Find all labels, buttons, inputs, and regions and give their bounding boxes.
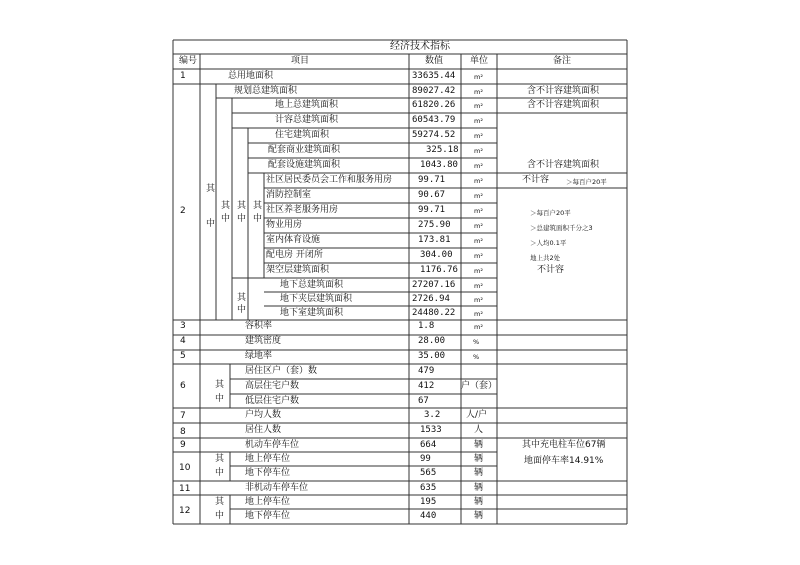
value: 1533 [420,425,442,435]
item-label: 地上停车位 [245,454,291,464]
item-label: 社区养老服务用房 [266,205,339,215]
row-no: 3 [180,321,186,331]
header-item: 项目 [290,56,309,66]
unit: m² [474,88,483,96]
row-no: 12 [179,506,191,516]
value: 99.71 [418,175,446,185]
value: 565 [420,468,437,478]
note: 不计容 [522,175,550,185]
item-label: 非机动车停车位 [245,483,309,493]
value: 2726.94 [412,294,450,304]
unit: 户（套） [461,381,498,391]
row-no: 4 [180,336,186,346]
item-label: 消防控制室 [266,190,312,200]
value: 1043.80 [420,160,458,170]
unit: 辆 [474,468,484,478]
item-label: 地下室建筑面积 [280,308,344,318]
zhong-label: 中 [215,511,225,521]
note: ＞每百户20平 [566,178,607,186]
unit: m² [474,237,483,245]
value: 27207.16 [412,280,456,290]
unit: m² [474,310,483,318]
row-no: 5 [180,351,186,361]
zhong-label: 中 [253,214,263,224]
qi-label: 其 [206,184,216,194]
unit: m² [474,296,483,304]
row-no: 7 [180,411,186,421]
table-title: 经济技术指标 [390,41,450,52]
qi-label: 其 [215,380,225,390]
value: 3.2 [424,410,441,420]
unit: m² [474,132,483,140]
row-no: 1 [180,71,186,81]
value: 1176.76 [420,265,458,275]
value: 173.81 [418,235,451,245]
unit: m² [474,192,483,200]
item-label: 低层住宅户数 [245,396,300,406]
header-unit: 单位 [469,56,488,66]
value: 99.71 [418,205,446,215]
unit: m² [474,222,483,230]
unit: m² [474,207,483,215]
unit: 辆 [474,483,484,493]
item-label: 绿地率 [245,351,273,361]
item-label: 地下停车位 [245,468,291,478]
qi-label: 其 [221,201,231,211]
value: 33635.44 [412,71,456,81]
row-no: 11 [179,484,191,494]
qi-label: 其 [237,201,247,211]
item-label: 地下总建筑面积 [280,280,344,290]
unit: m² [474,282,483,290]
note: 含不计容建筑面积 [527,100,600,110]
note: 地上共2处 [530,254,561,262]
item-label: 地上总建筑面积 [275,100,339,110]
item-label: 居住人数 [245,425,282,435]
item-label: 户均人数 [245,410,282,420]
unit: m² [474,177,483,185]
unit: m² [474,102,483,110]
note: ＞总建筑面积千分之3 [530,224,593,232]
item-label: 配电房 开闭所 [266,250,323,260]
value: 61820.26 [412,100,456,110]
value: 412 [418,381,435,391]
zhong-label: 中 [215,394,225,404]
value: 28.00 [418,336,446,346]
note: ＞人均0.1平 [530,239,567,247]
value: 664 [420,440,437,450]
unit: 辆 [474,511,484,521]
zhong-label: 中 [237,305,247,315]
unit: m² [474,252,483,260]
value: 479 [418,366,435,376]
unit: 人 [474,425,484,435]
unit: 辆 [474,454,484,464]
unit: % [473,353,480,361]
value: 325.18 [426,145,459,155]
item-label: 配套设施建筑面积 [268,160,341,170]
note: 地面停车率14.91% [524,456,604,466]
item-label: 物业用房 [266,220,303,230]
note: 含不计容建筑面积 [527,160,600,170]
unit: 人/户 [466,410,488,420]
item-label: 架空层建筑面积 [266,265,330,275]
unit: 辆 [474,497,484,507]
value: 24480.22 [412,308,456,318]
header-value: 数值 [424,56,443,66]
header-no: 编号 [179,56,198,66]
value: 89027.42 [412,86,456,96]
item-label: 总用地面积 [228,71,274,81]
zhong-label: 中 [221,214,231,224]
row-no: 8 [180,427,186,437]
note: 其中充电柱车位67辆 [522,440,606,450]
item-label: 规划总建筑面积 [234,86,298,96]
value: 99 [420,454,431,464]
item-label: 高层住宅户数 [245,381,300,391]
note: 不计容 [537,265,565,275]
item-label: 地下夹层建筑面积 [280,294,353,304]
unit: m² [474,117,483,125]
row-no: 6 [180,381,186,391]
zhong-label: 中 [237,214,247,224]
unit: m² [474,147,483,155]
row-no: 10 [179,463,191,473]
item-label: 计容总建筑面积 [275,115,339,125]
item-label: 建筑密度 [245,336,282,346]
header-note: 备注 [552,56,571,66]
item-label: 地上停车位 [245,497,291,507]
row-no: 9 [180,440,186,450]
unit: m² [474,323,483,331]
unit: m² [474,162,483,170]
qi-label: 其 [215,497,225,507]
unit: m² [474,73,483,81]
value: 195 [420,497,437,507]
value: 59274.52 [412,130,456,140]
item-label: 配套商业建筑面积 [268,145,341,155]
item-label: 居住区户（套）数 [245,366,318,376]
value: 90.67 [418,190,446,200]
item-label: 社区居民委员会工作和服务用房 [266,175,393,185]
item-label: 地下停车位 [245,511,291,521]
value: 275.90 [418,220,451,230]
note: ＞每百户20平 [530,209,571,217]
value: 635 [420,483,437,493]
qi-label: 其 [215,454,225,464]
value: 1.8 [418,321,435,331]
qi-label: 其 [237,293,247,303]
note: 含不计容建筑面积 [527,86,600,96]
value: 67 [418,396,429,406]
item-label: 机动车停车位 [245,440,300,450]
item-label: 室内体育设施 [266,235,321,245]
unit: 辆 [474,440,484,450]
value: 304.00 [420,250,453,260]
item-label: 容积率 [245,321,273,331]
unit: m² [474,267,483,275]
value: 60543.79 [412,115,456,125]
zhong-label: 中 [206,219,216,229]
row-no: 2 [180,206,186,216]
unit: % [473,338,480,346]
zhong-label: 中 [215,468,225,478]
qi-label: 其 [253,201,263,211]
value: 35.00 [418,351,446,361]
value: 440 [420,511,437,521]
item-label: 住宅建筑面积 [275,130,330,140]
